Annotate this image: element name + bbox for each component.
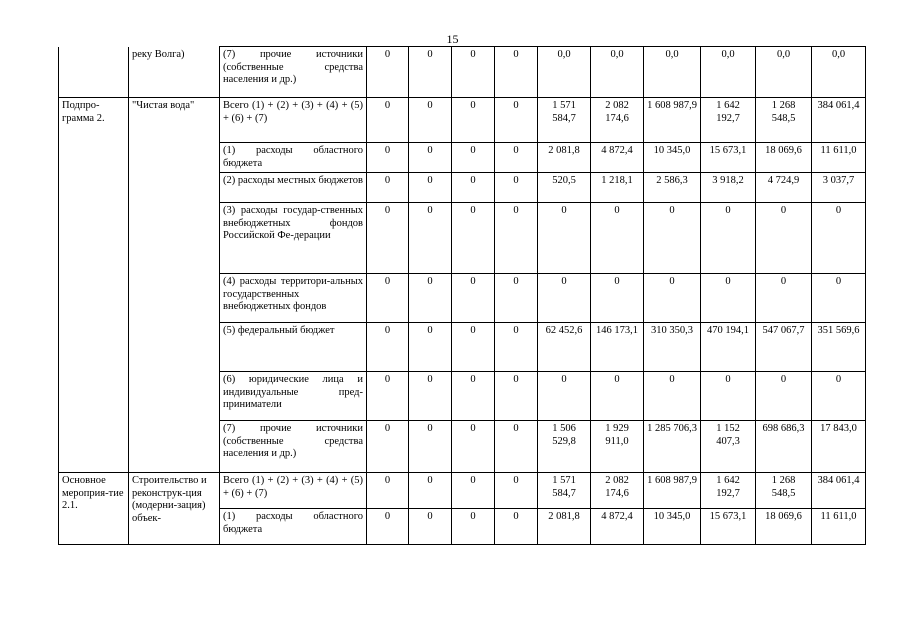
value-cell: 0 xyxy=(495,203,538,274)
value-cell: 15 673,1 xyxy=(701,143,756,173)
value-cell: 0 xyxy=(452,473,495,509)
value-cell: 0 xyxy=(452,323,495,372)
value-cell: 0 xyxy=(452,372,495,421)
value-cell: 11 611,0 xyxy=(812,143,866,173)
table-row xyxy=(59,47,866,98)
value-cell: 0 xyxy=(409,509,452,545)
value-cell: 0 xyxy=(409,323,452,372)
source-cell: (4) расходы территори-альных государственных внебюджетных фондов xyxy=(220,274,367,323)
value-cell: 0 xyxy=(495,98,538,143)
value-cell: 0 xyxy=(367,473,409,509)
program-cell: Основное мероприя-тие 2.1. xyxy=(59,473,129,545)
value-cell: 1 218,1 xyxy=(591,173,644,203)
value-cell: 0 xyxy=(495,274,538,323)
value-cell: 0 xyxy=(495,323,538,372)
value-cell: 0 xyxy=(538,372,591,421)
value-cell: 3 918,2 xyxy=(701,173,756,203)
source-cell: (1) расходы областного бюджета xyxy=(220,509,367,545)
value-cell: 0 xyxy=(409,274,452,323)
value-cell: 0 xyxy=(756,203,812,274)
value-cell: 146 173,1 xyxy=(591,323,644,372)
value-cell: 0 xyxy=(812,274,866,323)
value-cell: 0 xyxy=(812,372,866,421)
value-cell: 1 608 987,9 xyxy=(644,473,701,509)
value-cell: 0 xyxy=(409,421,452,473)
value-cell: 0 xyxy=(409,98,452,143)
value-cell: 62 452,6 xyxy=(538,323,591,372)
value-cell: 0 xyxy=(644,274,701,323)
value-cell: 351 569,6 xyxy=(812,323,866,372)
value-cell: 2 081,8 xyxy=(538,509,591,545)
value-cell: 0 xyxy=(452,98,495,143)
value-cell: 2 082 174,6 xyxy=(591,473,644,509)
value-cell: 1 608 987,9 xyxy=(644,98,701,143)
value-cell: 698 686,3 xyxy=(756,421,812,473)
value-cell: 1 268 548,5 xyxy=(756,473,812,509)
table-row xyxy=(59,98,866,143)
value-cell: 17 843,0 xyxy=(812,421,866,473)
value-cell: 2 082 174,6 xyxy=(591,98,644,143)
value-cell: 1 642 192,7 xyxy=(701,98,756,143)
value-cell: 0 xyxy=(409,372,452,421)
value-cell: 0 xyxy=(812,203,866,274)
value-cell: 0 xyxy=(644,203,701,274)
value-cell: 0 xyxy=(495,143,538,173)
source-cell: Всего (1) + (2) + (3) + (4) + (5) + (6) + (7) xyxy=(220,473,367,509)
value-cell: 0 xyxy=(367,509,409,545)
page-number: 15 xyxy=(446,32,459,46)
value-cell: 547 067,7 xyxy=(756,323,812,372)
value-cell: 0 xyxy=(495,473,538,509)
value-cell: 0 xyxy=(367,421,409,473)
table-body xyxy=(59,47,866,545)
value-cell: 0 xyxy=(591,372,644,421)
value-cell: 2 586,3 xyxy=(644,173,701,203)
source-cell: (2) расходы местных бюджетов xyxy=(220,173,367,203)
value-cell: 11 611,0 xyxy=(812,509,866,545)
value-cell: 0 xyxy=(367,47,409,98)
value-cell: 384 061,4 xyxy=(812,98,866,143)
value-cell: 0,0 xyxy=(701,47,756,98)
value-cell: 0 xyxy=(367,274,409,323)
value-cell: 0 xyxy=(452,203,495,274)
value-cell: 0 xyxy=(701,274,756,323)
value-cell: 4 724,9 xyxy=(756,173,812,203)
value-cell: 0 xyxy=(409,47,452,98)
value-cell: 0 xyxy=(367,203,409,274)
source-cell: (7) прочие источники (собственные средства населения и др.) xyxy=(220,47,367,98)
value-cell: 0 xyxy=(591,274,644,323)
value-cell: 0 xyxy=(409,143,452,173)
value-cell: 0,0 xyxy=(756,47,812,98)
value-cell: 0 xyxy=(452,143,495,173)
value-cell: 1 152 407,3 xyxy=(701,421,756,473)
value-cell: 0 xyxy=(495,421,538,473)
value-cell: 0 xyxy=(409,203,452,274)
value-cell: 0,0 xyxy=(538,47,591,98)
value-cell: 0 xyxy=(452,509,495,545)
source-cell: (5) федеральный бюджет xyxy=(220,323,367,372)
value-cell: 1 285 706,3 xyxy=(644,421,701,473)
value-cell: 0 xyxy=(591,203,644,274)
value-cell: 0 xyxy=(538,274,591,323)
value-cell: 0 xyxy=(644,372,701,421)
value-cell: 0 xyxy=(452,173,495,203)
value-cell: 0,0 xyxy=(644,47,701,98)
value-cell: 0 xyxy=(367,143,409,173)
value-cell: 0 xyxy=(367,173,409,203)
value-cell: 470 194,1 xyxy=(701,323,756,372)
value-cell: 1 268 548,5 xyxy=(756,98,812,143)
value-cell: 0 xyxy=(367,372,409,421)
source-cell: (1) расходы областного бюджета xyxy=(220,143,367,173)
value-cell: 18 069,6 xyxy=(756,143,812,173)
value-cell: 1 506 529,8 xyxy=(538,421,591,473)
value-cell: 0 xyxy=(452,47,495,98)
value-cell: 0 xyxy=(409,473,452,509)
value-cell: 18 069,6 xyxy=(756,509,812,545)
value-cell: 0 xyxy=(495,372,538,421)
value-cell: 0 xyxy=(495,47,538,98)
value-cell: 310 350,3 xyxy=(644,323,701,372)
value-cell: 0 xyxy=(367,98,409,143)
value-cell: 15 673,1 xyxy=(701,509,756,545)
value-cell: 0 xyxy=(452,421,495,473)
source-cell: (7) прочие источники (собственные средства населения и др.) xyxy=(220,421,367,473)
value-cell: 0 xyxy=(452,274,495,323)
value-cell: 0 xyxy=(538,203,591,274)
value-cell: 1 571 584,7 xyxy=(538,98,591,143)
value-cell: 4 872,4 xyxy=(591,143,644,173)
value-cell: 1 929 911,0 xyxy=(591,421,644,473)
value-cell: 0 xyxy=(756,372,812,421)
title-cell: "Чистая вода" xyxy=(129,98,220,473)
source-cell: (3) расходы государ-ственных внебюджетных фондов Российской Фе-дерации xyxy=(220,203,367,274)
value-cell: 4 872,4 xyxy=(591,509,644,545)
value-cell: 3 037,7 xyxy=(812,173,866,203)
source-cell: Всего (1) + (2) + (3) + (4) + (5) + (6) + (7) xyxy=(220,98,367,143)
value-cell: 0 xyxy=(495,173,538,203)
value-cell: 2 081,8 xyxy=(538,143,591,173)
value-cell: 10 345,0 xyxy=(644,509,701,545)
value-cell: 0 xyxy=(701,372,756,421)
value-cell: 384 061,4 xyxy=(812,473,866,509)
value-cell: 0,0 xyxy=(812,47,866,98)
program-cell: Подпро-грамма 2. xyxy=(59,98,129,473)
title-cell: реку Волга) xyxy=(129,47,220,98)
value-cell: 0 xyxy=(756,274,812,323)
value-cell: 0 xyxy=(367,323,409,372)
value-cell: 1 571 584,7 xyxy=(538,473,591,509)
budget-table xyxy=(58,46,866,545)
title-cell: Строительство и реконструк-ция (модерни-зация) объек- xyxy=(129,473,220,545)
value-cell: 0,0 xyxy=(591,47,644,98)
value-cell: 0 xyxy=(409,173,452,203)
value-cell: 520,5 xyxy=(538,173,591,203)
value-cell: 1 642 192,7 xyxy=(701,473,756,509)
source-cell: (6) юридические лица и индивидуальные пред-приниматели xyxy=(220,372,367,421)
value-cell: 0 xyxy=(495,509,538,545)
table-row xyxy=(59,473,866,509)
value-cell: 0 xyxy=(701,203,756,274)
program-cell xyxy=(59,47,129,98)
value-cell: 10 345,0 xyxy=(644,143,701,173)
